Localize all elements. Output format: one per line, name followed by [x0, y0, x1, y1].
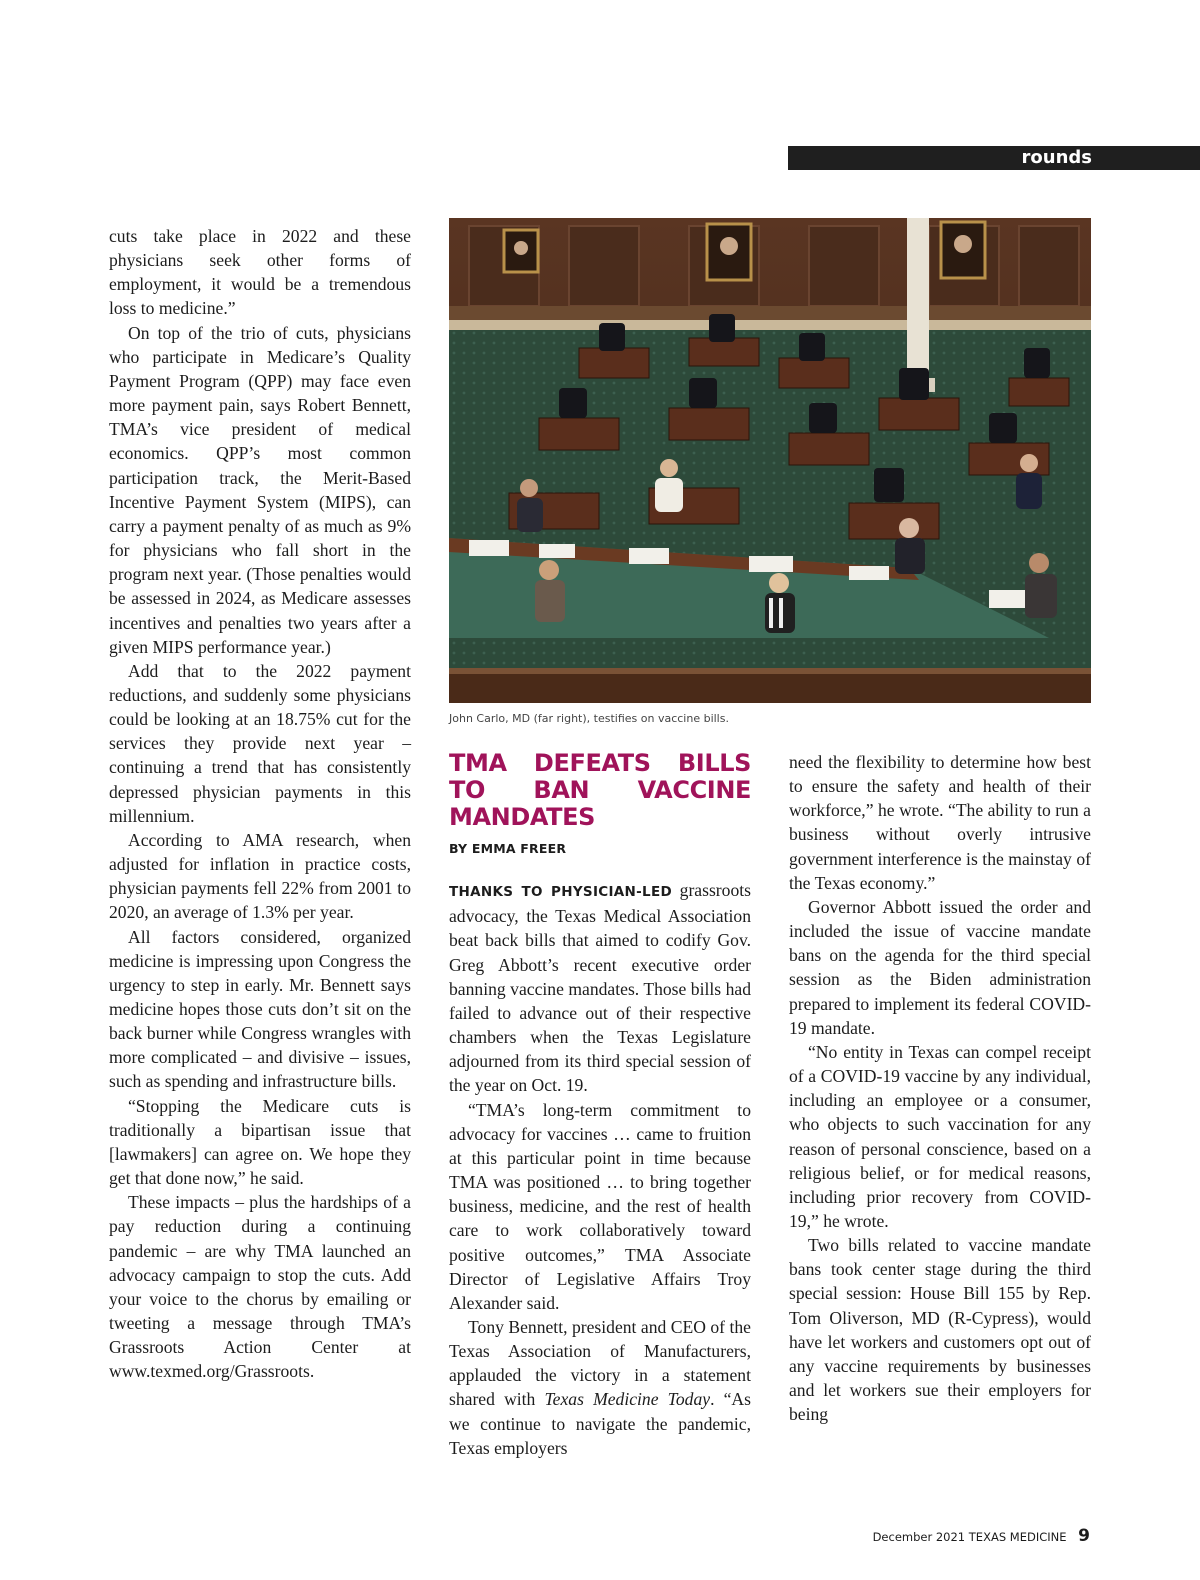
body-paragraph: Two bills related to vaccine mandate bans took center stage during the third special session: House Bill 155 by Rep. Tom Oliverson, MD (R-Cypress), would have let workers and customers opt out of any vaccine requirements by businesses and let workers sue their employers for being [789, 1235, 1091, 1425]
body-paragraph: According to AMA research, when adjusted for inflation in practice costs, physician payments fell 22% from 2001 to 2020, an average of 1.3% per year. [109, 829, 411, 923]
body-paragraph: “Stopping the Medicare cuts is traditionally a bipartisan issue that [lawmakers] can agree on. We hope they get that done now,” he said. [109, 1095, 411, 1189]
page-footer [873, 1526, 1090, 1546]
paragraph-text: . “As we continue to navigate the pandemic, Texas employers [449, 1389, 751, 1458]
body-paragraph: These impacts – plus the hardships of a pay reduction during a continuing pandemic – are why TMA launched an advocacy campaign to stop the cuts. Add your voice to the chorus by emailing or tweeting a message through TMA’s Grassroots Action Center at www.texmed.org/Grassroots. [109, 1192, 411, 1382]
publication-title: Texas Medicine Today [544, 1389, 711, 1410]
column-1 [109, 224, 411, 1384]
senate-chamber-photo [449, 218, 1091, 703]
paragraph-text: Tony Bennett, president and CEO of the Texas Association of Manufacturers, applauded the victory in a statement shared with [449, 1316, 751, 1410]
body-paragraph: On top of the trio of cuts, physicians who participate in Medicare’s Quality Payment Program (QPP) may face even more payment pain, says Robert Bennett, TMA’s vice president of medical economics. QPP’s most common participation track, the Merit-Based Incentive Payment System (MIPS), can carry a payment penalty of as much as 9% for physicians who fall short in the program next year. (Those penalties would be assessed in 2024, as Medicare assesses incentives and penalties two years after a given MIPS performance year.) [109, 322, 411, 657]
lead-in-text: THANKS TO PHYSICIAN-LED [449, 884, 672, 901]
column-2 [449, 750, 751, 1460]
lead-paragraph-text: grassroots advocacy, the Texas Medical Association beat back bills that aimed to codify Gov. Greg Abbott’s recent executive order banning vaccine mandates. Those bills had failed to advance out of their respective chambers when the Texas Legislature adjourned from its third special session of the year on Oct. 19. [449, 880, 751, 1096]
body-paragraph: need the flexibility to determine how best to ensure the safety and health of their workforce,” he wrote. “The ability to run a business without overly intrusive government interference is the mainstay of the Texas economy.” [789, 752, 1091, 893]
body-paragraph: “No entity in Texas can compel receipt of a COVID-19 vaccine by any individual, including an employee or a consumer, who objects to such vaccination for any reason of personal conscience, based on a religious belief, or for medical reasons, including prior recovery from COVID-19,” he wrote. [789, 1041, 1091, 1231]
page-number: 9 [1078, 1526, 1090, 1546]
issue-date: December 2021 [872, 1530, 966, 1544]
body-paragraph: All factors considered, organized medicine is impressing upon Congress the urgency to step in early. Mr. Bennett says medicine hopes those cuts don’t sit on the back burner while Congress wrangles with more complicated – and divisive – issues, such as spending and infrastructure bills. [109, 926, 411, 1092]
article-byline: BY EMMA FREER [449, 841, 567, 856]
body-paragraph: cuts take place in 2022 and these physicians seek other forms of employment, it would be a tremendous loss to medicine.” [109, 226, 411, 319]
body-paragraph: Add that to the 2022 payment reductions, and suddenly some physicians could be looking at an 18.75% cut for the services they provide next year – continuing a trend that has consistently depressed physician payments in this millennium. [109, 660, 411, 826]
photo-caption: John Carlo, MD (far right), testifies on vaccine bills. [449, 712, 729, 725]
body-paragraph: “TMA’s long-term commitment to advocacy for vaccines … came to fruition at this particular point in time because TMA was positioned … to bring together business, medicine, and the rest of health care to work collaboratively toward positive outcomes,” TMA Associate Director of Legislative Affairs Troy Alexander said. [449, 1099, 751, 1313]
column-3 [789, 750, 1091, 1426]
article-headline: TMA DEFEATS BILLS TO BAN VACCINE MANDATES [449, 749, 751, 831]
body-paragraph [449, 1315, 751, 1460]
body-paragraph [449, 878, 751, 1097]
body-paragraph: Governor Abbott issued the order and included the issue of vaccine mandate bans on the agenda for the third special session as the Biden administration prepared to implement its federal COVID-19 mandate. [789, 896, 1091, 1038]
section-header [788, 146, 1200, 170]
section-label: rounds [1021, 147, 1092, 168]
publication-name: TEXAS MEDICINE [968, 1530, 1067, 1544]
